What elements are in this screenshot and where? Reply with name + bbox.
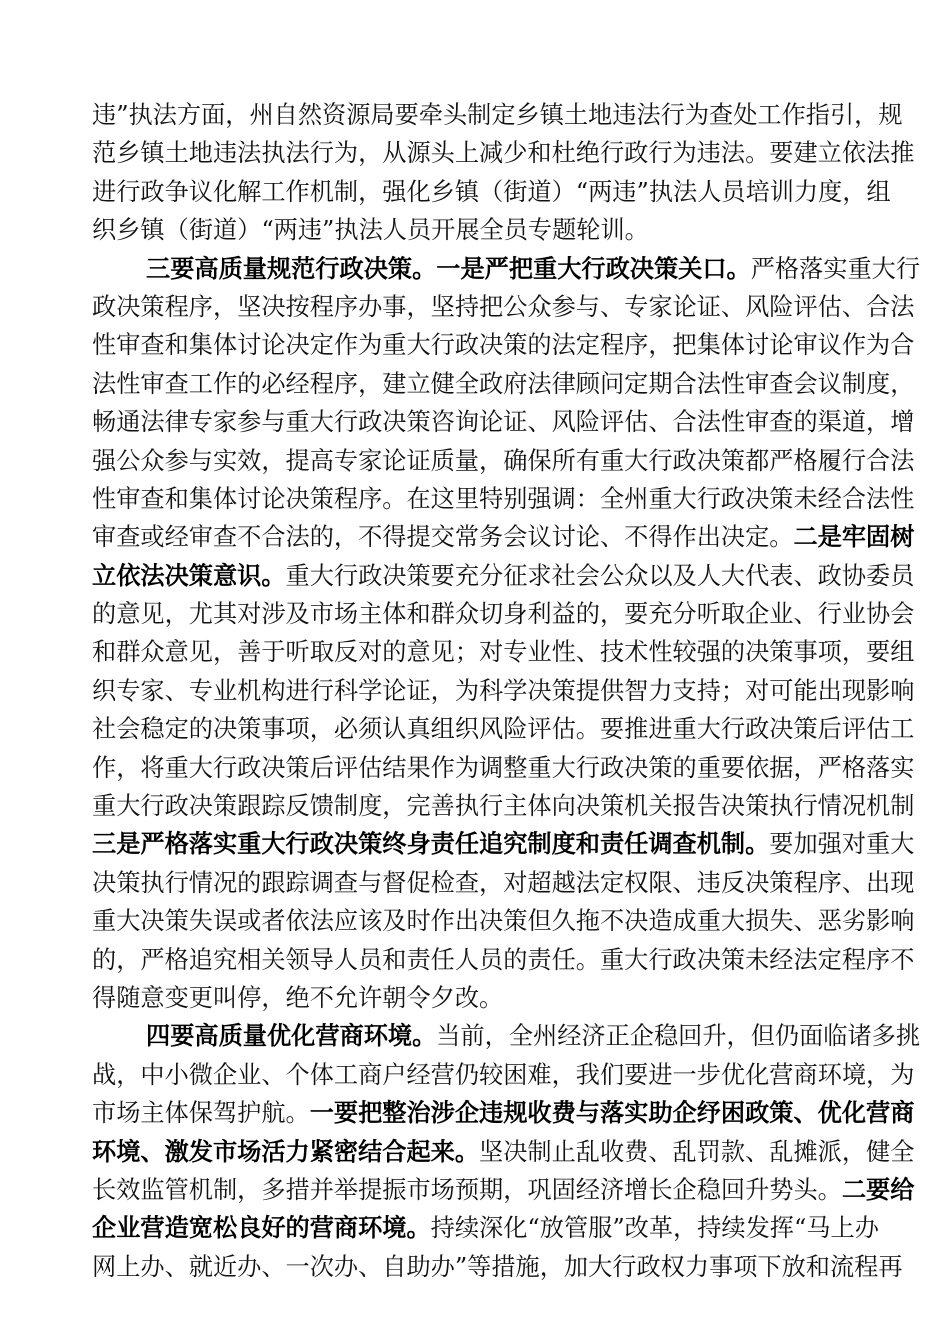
body-text: 作，将重大行政决策后评估结果作为调整重大行政决策的重要依据，严格落实	[92, 753, 915, 782]
body-text: 持续深化“放管服”改革，持续发挥“马上办	[430, 1214, 879, 1243]
bold-heading-text: 二是牢固树	[793, 522, 915, 552]
text-line	[92, 326, 915, 364]
text-line	[92, 595, 915, 633]
body-text: 政决策程序，坚决按程序办事，坚持把公众参与、专家论证、风险评估、合法	[92, 292, 915, 321]
text-line	[92, 979, 858, 1017]
body-text: 长效监管机制，多措并举提振市场预期，巩固经济增长企稳回升势头。	[92, 1175, 842, 1204]
body-text: 严格落实重大行	[750, 254, 921, 283]
body-text: 战，中小微企业、个体工商户经营仍较困难，我们要进一步优化营商环境，为	[92, 1060, 915, 1089]
body-text: 审查或经审查不合法的，不得提交常务会议讨论、不得作出决定。	[92, 523, 794, 552]
text-line	[92, 864, 915, 902]
body-text: 织专家、专业机构进行科学论证，为科学决策提供智力支持；对可能出现影响	[92, 676, 915, 705]
text-line	[92, 250, 921, 288]
body-text: 的意见，尤其对涉及市场主体和群众切身利益的，要充分听取企业、行业协会	[92, 600, 915, 629]
text-line	[92, 710, 915, 748]
body-text: 决策执行情况的跟踪调查与督促检查，对超越法定权限、违反决策程序、出现	[92, 868, 915, 897]
text-line	[92, 1017, 921, 1055]
body-text: 市场主体保驾护航。	[92, 1099, 310, 1128]
body-text: 网上办、就近办、一次办、自助办”等措施，加大行政权力事项下放和流程再	[92, 1252, 903, 1281]
text-line	[92, 1056, 915, 1094]
text-line	[92, 941, 915, 979]
text-line	[92, 749, 915, 787]
body-text: 坚决制止乱收费、乱罚款、乱摊派，健全	[479, 1137, 915, 1166]
text-line	[92, 787, 915, 825]
body-text: 性审查和集体讨论决策程序。在这里特别强调：全州重大行政决策未经合法性	[92, 484, 915, 513]
bold-heading-text: 三是严格落实重大行政决策终身责任追究制度和责任调查机制。	[92, 829, 770, 859]
bold-heading-text: 三要高质量规范行政决策。一是严把重大行政决策关口。	[146, 253, 751, 283]
body-text: 重大行政决策跟踪反馈制度，完善执行主体向决策机关报告决策执行情况机制	[92, 792, 915, 821]
body-text: 法性审查工作的必经程序，建立健全政府法律顾问定期合法性审查会议制度，	[92, 369, 915, 398]
text-line	[92, 633, 915, 671]
body-text: 重大行政决策要充分征求社会公众以及人大代表、政协委员	[285, 561, 915, 590]
text-line	[92, 1094, 915, 1132]
body-text: 当前，全州经济正企稳回升，但仍面临诸多挑	[436, 1022, 921, 1051]
text-line	[92, 403, 915, 441]
text-line	[92, 557, 915, 595]
text-line	[92, 442, 915, 480]
text-line	[92, 672, 915, 710]
body-text: 社会稳定的决策事项，必须认真组织风险评估。要推进重大行政决策后评估工	[92, 715, 915, 744]
text-line	[92, 288, 915, 326]
text-line	[92, 480, 915, 518]
text-line	[92, 1209, 879, 1247]
text-line	[92, 365, 915, 403]
bold-heading-text: 环境、激发市场活力紧密结合起来。	[92, 1136, 480, 1166]
text-line	[92, 1133, 915, 1171]
body-text: 织乡镇（街道）“两违”执法人员开展全员专题轮训。	[92, 216, 649, 245]
document-page	[92, 96, 921, 1286]
text-line	[92, 1248, 903, 1286]
text-line	[92, 518, 915, 556]
body-text: 要加强对重大	[769, 830, 915, 859]
bold-heading-text: 立依法决策意识。	[92, 560, 286, 590]
body-text: 性审查和集体讨论决定作为重大行政决策的法定程序，把集体讨论审议作为合	[92, 331, 915, 360]
body-text: 畅通法律专家参与重大行政决策咨询论证、风险评估、合法性审查的渠道，增	[92, 408, 915, 437]
text-line	[92, 902, 915, 940]
text-line	[92, 825, 915, 863]
bold-heading-text: 一要把整治涉企违规收费与落实助企纾困政策、优化营商	[309, 1098, 915, 1128]
body-text: 的，严格追究相关领导人员和责任人员的责任。重大行政决策未经法定程序不	[92, 945, 915, 974]
body-text: 得随意变更叫停，绝不允许朝令夕改。	[92, 983, 504, 1012]
text-line	[92, 173, 891, 211]
body-text: 违”执法方面，州自然资源局要牵头制定乡镇土地违法行为查处工作指引，规	[92, 101, 903, 129]
text-line	[92, 211, 858, 249]
body-text: 进行政争议化解工作机制，强化乡镇（街道）“两违”执法人员培训力度，组	[92, 177, 891, 206]
bold-heading-text: 二要给	[841, 1174, 915, 1204]
bold-heading-text: 企业营造宽松良好的营商环境。	[92, 1213, 431, 1243]
body-text: 范乡镇土地违法执法行为，从源头上减少和杜绝行政行为违法。要建立依法推	[92, 139, 915, 168]
body-text: 和群众意见，善于听取反对的意见；对专业性、技术性较强的决策事项，要组	[92, 638, 915, 667]
text-line	[92, 1171, 915, 1209]
body-text: 强公众参与实效，提高专家论证质量，确保所有重大行政决策都严格履行合法	[92, 446, 915, 475]
text-line	[92, 96, 903, 134]
body-text: 重大决策失误或者依法应该及时作出决策但久拖不决造成重大损失、恶劣影响	[92, 907, 915, 936]
text-line	[92, 134, 915, 172]
bold-heading-text: 四要高质量优化营商环境。	[146, 1021, 437, 1051]
